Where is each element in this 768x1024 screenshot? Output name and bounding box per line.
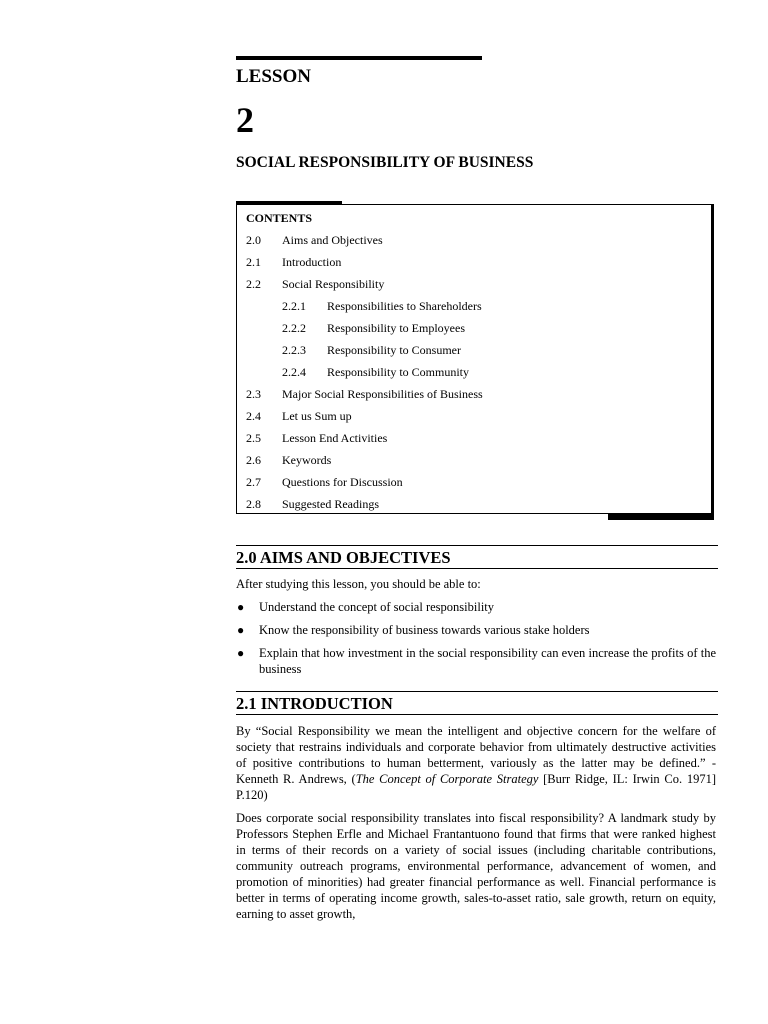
contents-item-label: Responsibility to Community [327, 365, 470, 379]
contents-item-label: Introduction [282, 255, 342, 269]
contents-shadow-right [712, 204, 714, 520]
contents-item [246, 364, 711, 386]
contents-box [236, 204, 712, 514]
lesson-title: SOCIAL RESPONSIBILITY OF BUSINESS [236, 154, 534, 171]
contents-item-label: Responsibility to Employees [327, 321, 465, 335]
contents-shadow-bottom [608, 514, 714, 520]
book-title: The Concept of Corporate Strategy [355, 772, 539, 786]
contents-heading: CONTENTS [246, 211, 313, 225]
contents-item [246, 232, 711, 254]
list-item: ● Understand the concept of social responsibility [237, 600, 495, 614]
contents-item-label: Social Responsibility [282, 277, 385, 291]
bullet-icon: ● [237, 623, 245, 637]
contents-item-label: Let us Sum up [282, 409, 352, 423]
lesson-label: LESSON [236, 66, 311, 87]
list-item: ● Explain that how investment in the social responsibility can even increase the profits of the business [237, 646, 716, 676]
contents-item-number: 2.5 [246, 431, 261, 445]
contents-item-label: Aims and Objectives [282, 233, 383, 247]
contents-item [246, 474, 711, 496]
contents-item-number: 2.1 [246, 255, 261, 269]
contents-item-number: 2.2.4 [282, 365, 306, 379]
top-rule [236, 56, 482, 60]
contents-item [246, 298, 711, 320]
contents-item-label: Responsibility to Consumer [327, 343, 462, 357]
contents-item-number: 2.2 [246, 277, 261, 291]
section-heading-aims: 2.0 AIMS AND OBJECTIVES [236, 545, 718, 569]
contents-item [246, 386, 711, 408]
contents-item-label: Major Social Responsibilities of Business [282, 387, 483, 401]
bullet-icon: ● [237, 600, 245, 614]
contents-item [246, 254, 711, 276]
contents-item-number: 2.2.3 [282, 343, 306, 357]
intro-paragraph-1: By “Social Responsibility we mean the intelligent and objective concern for the welfare of society that restrains individuals and corporate behavior from ultimately destructive activities of positive contributions to human betterment, variously as the latter may be defined.” - Kenneth R. Andrews, (The Concept of Corporate Strategy [Burr Ridge, IL: Irwin Co. 1971] P.120) [236, 724, 716, 802]
contents-item [246, 276, 711, 298]
contents-item-number: 2.7 [246, 475, 261, 489]
contents-item [246, 342, 711, 364]
list-item: ● Know the responsibility of business towards various stake holders [237, 623, 590, 637]
contents-item [246, 430, 711, 452]
contents-item-number: 2.3 [246, 387, 261, 401]
contents-item [246, 320, 711, 342]
bullet-icon: ● [237, 646, 245, 660]
section-heading-introduction: 2.1 INTRODUCTION [236, 691, 718, 715]
contents-item-label: Lesson End Activities [282, 431, 388, 445]
aims-bullet-list [236, 599, 716, 684]
contents-item-label: Keywords [282, 453, 332, 467]
contents-item-label: Responsibilities to Shareholders [327, 299, 482, 313]
contents-item-number: 2.2.2 [282, 321, 306, 335]
lesson-number: 2 [236, 100, 254, 140]
contents-item-number: 2.4 [246, 409, 261, 423]
contents-list [246, 232, 711, 518]
aims-intro-text: After studying this lesson, you should be able to: [236, 577, 481, 591]
contents-item-number: 2.6 [246, 453, 261, 467]
contents-item-number: 2.2.1 [282, 299, 306, 313]
contents-item [246, 408, 711, 430]
contents-item-number: 2.8 [246, 497, 261, 511]
contents-item-number: 2.0 [246, 233, 261, 247]
contents-item-label: Questions for Discussion [282, 475, 403, 489]
intro-paragraph-2: Does corporate social responsibility translates into fiscal responsibility? A landmark study by Professors Stephen Erfle and Michael Frantantuono found that firms that were ranked highest in terms of their records on a variety of social issues (including charitable contributions, community outreach programs, environmental performance, advancement of women, and promotion of minorities) had greater financial performance as well. Financial performance is better in terms of operating income growth, sales-to-asset ratio, sale growth, return on equity, earning to asset growth, [236, 811, 716, 921]
contents-item-label: Suggested Readings [282, 497, 379, 511]
contents-item [246, 452, 711, 474]
